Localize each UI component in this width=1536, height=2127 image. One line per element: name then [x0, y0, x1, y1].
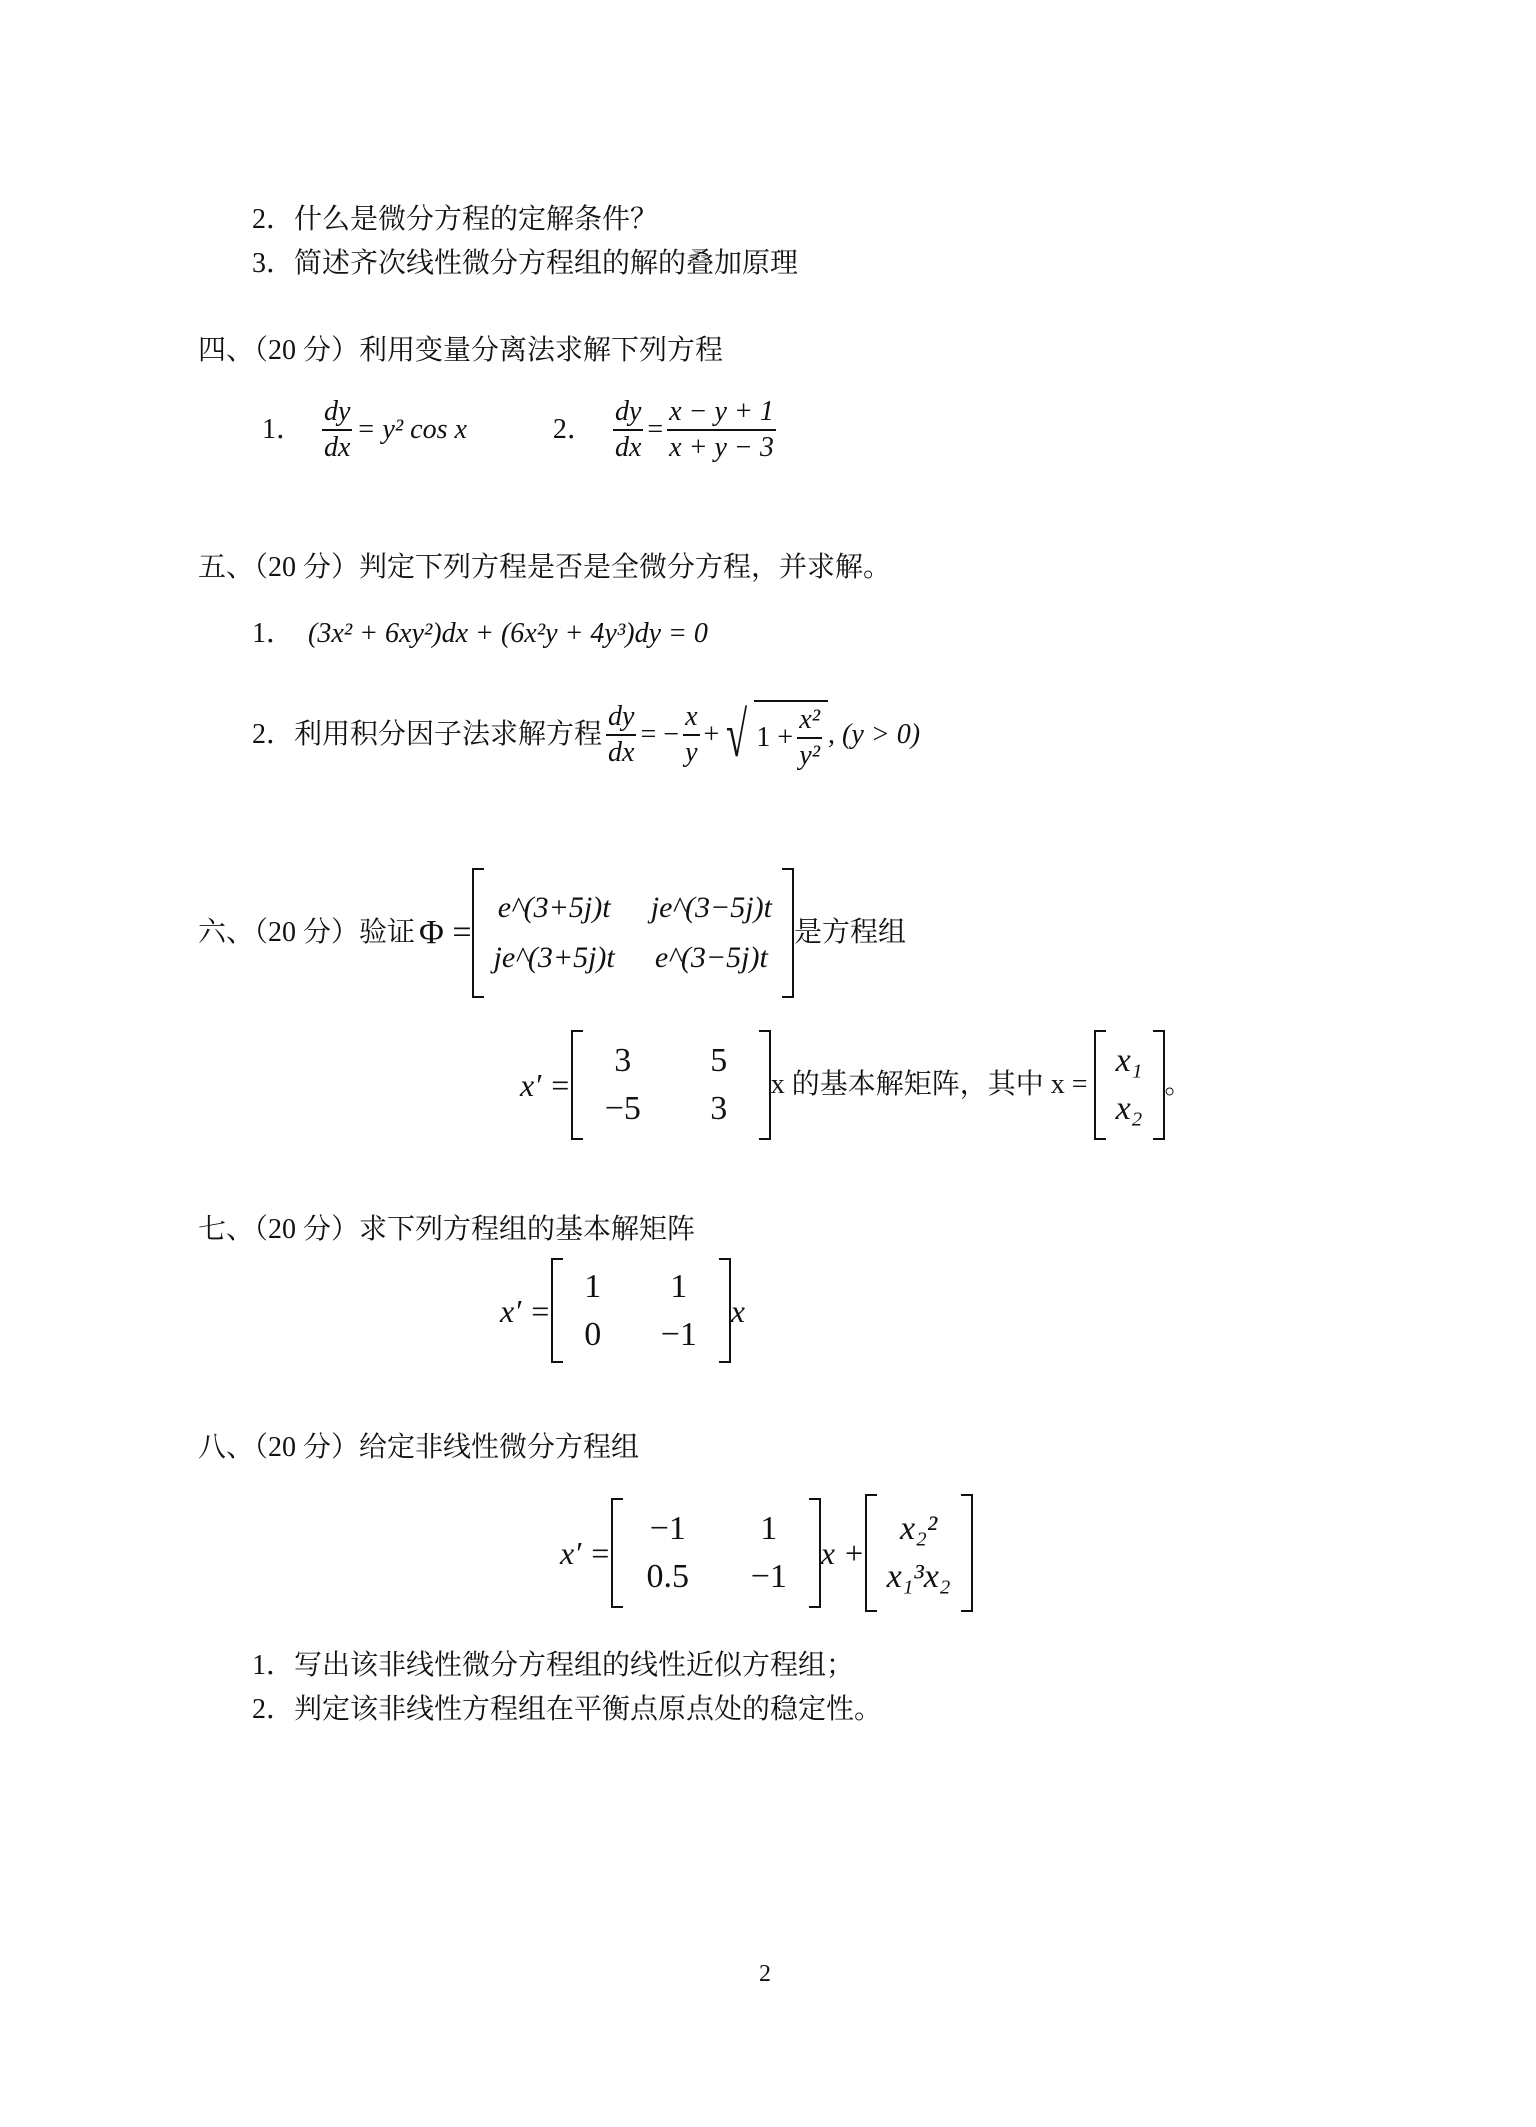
- condition: , (y > 0): [828, 719, 921, 750]
- equation-rhs: = y² cos x: [356, 414, 467, 445]
- right-bracket: [782, 868, 794, 998]
- left-bracket: [865, 1494, 877, 1612]
- item-text: 简述齐次线性微分方程组的解的叠加原理: [294, 248, 799, 279]
- q3-item-3: [252, 250, 798, 278]
- exact-equation: (3x² + 6xy²)dx + (6x²y + 4y³)dy = 0: [308, 618, 708, 649]
- matrix-cell: 1: [584, 1267, 602, 1305]
- left-bracket: [1094, 1030, 1106, 1140]
- matrix-grid: [623, 1504, 809, 1602]
- q6-line-2: [520, 1030, 1193, 1140]
- plus-sign: +: [703, 719, 720, 750]
- x-over-y-fraction: [683, 703, 699, 767]
- matrix-cell: −1: [750, 1558, 787, 1595]
- denominator: dx: [614, 432, 642, 463]
- radicand-one: 1 +: [756, 722, 794, 753]
- item-text: 什么是微分方程的定解条件？: [294, 204, 659, 235]
- right-bracket: [961, 1494, 973, 1612]
- q5-item-2: [252, 700, 920, 770]
- rhs-fraction: [667, 398, 776, 462]
- item-number: 3．: [252, 248, 295, 279]
- q8-heading: 八、（20 分）给定非线性微分方程组: [198, 1432, 640, 1463]
- denominator: x + y − 3: [669, 432, 774, 463]
- item-number: 1．: [252, 618, 295, 649]
- x-vector: [1094, 1030, 1165, 1140]
- q8-equation: [560, 1494, 973, 1612]
- matrix-grid: [563, 1262, 719, 1360]
- q6-heading-tail: 是方程组: [793, 917, 906, 948]
- lhs: x′ =: [560, 1535, 611, 1571]
- radical-icon: √: [726, 699, 748, 770]
- denominator: y: [685, 737, 698, 768]
- item-text: 利用积分因子法求解方程: [294, 719, 603, 750]
- q6-line-1: [198, 868, 906, 998]
- matrix-cell: 5: [710, 1042, 728, 1079]
- left-bracket: [571, 1030, 583, 1140]
- phi-matrix: [472, 868, 794, 998]
- period: 。: [1164, 1069, 1193, 1100]
- lhs: x′ =: [500, 1292, 551, 1329]
- numerator: dy: [613, 398, 643, 431]
- q4-heading: 四、（20 分）利用变量分离法求解下列方程: [198, 335, 724, 366]
- derivative-fraction: [606, 703, 636, 767]
- matrix-cell: 3: [710, 1090, 728, 1127]
- square-root: [719, 700, 828, 770]
- item-number: 2．: [552, 414, 595, 445]
- vector-grid: [877, 1504, 961, 1602]
- right-bracket: [759, 1030, 771, 1140]
- equals-sign: =: [647, 414, 664, 445]
- coefficient-matrix: [571, 1030, 771, 1140]
- numerator: x: [683, 703, 699, 736]
- radicand-fraction: [797, 706, 822, 770]
- numerator: x²: [797, 706, 822, 739]
- numerator: x − y + 1: [667, 398, 776, 431]
- phi-symbol: Φ =: [419, 914, 472, 951]
- matrix-cell: e^(3−5j)t: [654, 941, 768, 974]
- q5-item-1: [252, 620, 708, 648]
- item-number: 2．: [252, 719, 295, 750]
- left-bracket: [551, 1258, 563, 1363]
- matrix-cell: −1: [660, 1315, 697, 1353]
- item-number: 2．: [252, 204, 295, 235]
- rhs: x: [730, 1292, 745, 1329]
- vector-cell: x₂: [1115, 1090, 1143, 1127]
- plus-term: x +: [820, 1535, 865, 1571]
- matrix-cell: je^(3+5j)t: [493, 941, 615, 974]
- matrix-cell: e^(3+5j)t: [497, 891, 611, 924]
- item-number: 1．: [252, 1650, 295, 1681]
- item-text: 写出该非线性微分方程组的线性近似方程组；: [294, 1650, 855, 1681]
- item-text: 判定该非线性方程组在平衡点原点处的稳定性。: [294, 1694, 883, 1725]
- equals-minus: = −: [640, 719, 680, 750]
- matrix-cell: 0.5: [646, 1558, 690, 1595]
- coefficient-matrix: [551, 1258, 731, 1363]
- matrix-cell: −1: [649, 1510, 686, 1547]
- matrix-cell: −5: [604, 1090, 641, 1127]
- matrix-grid: [484, 885, 782, 981]
- matrix-cell: 3: [614, 1042, 632, 1079]
- right-bracket: [719, 1258, 731, 1363]
- denominator: y²: [799, 740, 821, 771]
- q3-item-2: [252, 206, 658, 234]
- matrix-cell: 0: [584, 1315, 602, 1353]
- vector-cell: x₁: [1115, 1042, 1143, 1079]
- left-bracket: [472, 868, 484, 998]
- derivative-fraction: [613, 398, 643, 462]
- matrix-cell: 1: [760, 1510, 778, 1547]
- right-bracket: [1153, 1030, 1165, 1140]
- right-bracket: [809, 1498, 821, 1608]
- vector-cell: x₁³x₂: [886, 1558, 951, 1595]
- numerator: dy: [322, 398, 352, 431]
- nonlinear-vector: [865, 1494, 973, 1612]
- matrix-grid: [583, 1036, 759, 1134]
- matrix-cell: je^(3−5j)t: [650, 891, 772, 924]
- q5-heading: 五、（20 分）判定下列方程是否是全微分方程，并求解。: [198, 552, 892, 583]
- q8-item-1: [252, 1652, 854, 1680]
- page-number: 2: [759, 1961, 771, 1987]
- q6-heading: 六、（20 分）验证: [198, 917, 416, 948]
- q7-heading: 七、（20 分）求下列方程组的基本解矩阵: [198, 1214, 696, 1245]
- numerator: dy: [606, 703, 636, 736]
- lhs: x′ =: [520, 1067, 571, 1103]
- vector-grid: [1106, 1036, 1153, 1134]
- denominator: dx: [608, 737, 635, 768]
- item-number: 1．: [262, 414, 305, 445]
- left-bracket: [611, 1498, 623, 1608]
- coefficient-matrix: [611, 1498, 821, 1608]
- radicand: [754, 700, 828, 770]
- derivative-fraction: [322, 398, 352, 462]
- q7-equation: [500, 1258, 745, 1363]
- matrix-cell: 1: [670, 1267, 688, 1305]
- q8-item-2: [252, 1696, 882, 1724]
- denominator: dx: [324, 432, 351, 463]
- q6-mid-text: x 的基本解矩阵，其中 x =: [770, 1069, 1088, 1100]
- q4-equations: [262, 398, 780, 462]
- item-number: 2．: [252, 1694, 295, 1725]
- vector-cell: x₂²: [900, 1510, 938, 1547]
